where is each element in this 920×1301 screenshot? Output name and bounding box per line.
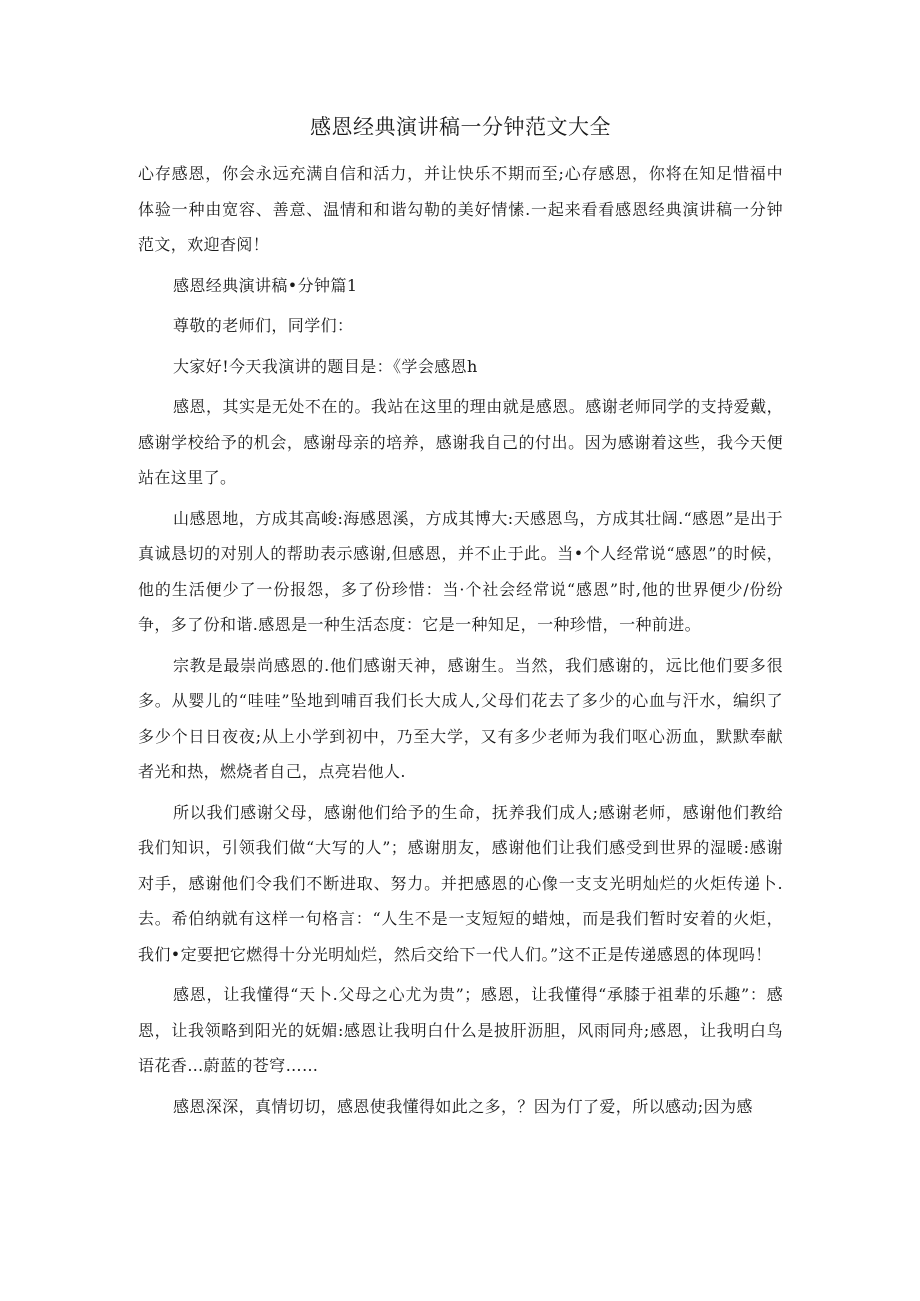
document-title: 感恩经典演讲稿一分钟范文大全 bbox=[310, 115, 611, 139]
section-heading: 感恩经典演讲稿•分钟篇1 bbox=[173, 275, 358, 295]
salutation: 尊敬的老师们，同学们： bbox=[173, 316, 354, 335]
greeting: 大家好!今天我演讲的题目是：《学会感恩h bbox=[173, 356, 478, 376]
body-paragraph: 山感恩地，方成其高峻:海感恩溪，方成其博大:天感恩鸟，方成其壮阔.“感恩”是出于真诚恳切的对别人的帮助表示感谢,但感恩，并不止于此。当•个人经常说“感恩”的时候，他的生活便少了一份报怨，多了份珍惜：当·个社会经常说“感恩”时,他的世界便少/份纷争，多了份和谐.感恩是一种生活态度：它是一种知足，一种珍惜，一种前进。 bbox=[138, 508, 783, 634]
body-paragraph: 感恩，让我懂得“天卜.父母之心尤为贵”；感恩，让我懂得“承膝于祖辈的乐趣”：感恩，让我领略到阳光的妩媚:感恩让我明白什么是披肝沥胆，风雨同舟;感恩，让我明白鸟语花香…蔚蓝的苍穹…… bbox=[138, 985, 783, 1075]
document-page bbox=[138, 112, 783, 1129]
body-paragraph: 感恩深深，真情切切，感恩使我懂得如此之多，？因为仃了爱，所以感动;因为感 bbox=[173, 1096, 753, 1116]
body-paragraph: 宗教是最崇尚感恩的.他们感谢天神，感谢生。当然，我们感谢的，远比他们要多很多。从婴儿的“哇哇”坠地到哺百我们长大成人,父母们花去了多少的心血与汗水，编织了多少个日日夜夜;从上小学到初中，乃至大学，又有多少老师为我们呕心沥血，默默奉献者光和热，燃烧者自己，点亮岩他人. bbox=[138, 655, 783, 781]
intro-paragraph: 心存感恩，你会永远充满自信和活力，并让快乐不期而至;心存感恩，你将在知足惜福中体验一种由宽容、善意、温情和和谐勾勒的美好情愫.一起来看看感恩经典演讲稿一分钟范文，欢迎杳阅！ bbox=[138, 164, 783, 254]
body-paragraph: 感恩，其实是无处不在的。我站在这里的理由就是感恩。感谢老师同学的支持爱戴，感谢学校给予的机会，感谢母亲的培养，感谢我自己的付出。因为感谢着这些，我今天便站在这里了。 bbox=[138, 397, 783, 487]
body-paragraph: 所以我们感谢父母，感谢他们给予的生命，抚养我们成人;感谢老师，感谢他们教给我们知识，引领我们做“大写的人”；感谢朋友，感谢他们让我们感受到世界的湿暖:感谢对手，感谢他们令我们不断进取、努力。并把感恩的心像一支支光明灿烂的火炬传递卜.去。希伯纳就有这样一句格言：“人生不是一支短短的蜡烛，而是我们暂时安着的火炬，我们•定要把它燃得十分光明灿烂，然后交给下一代人们。”这不正是传递感恩的体现吗！ bbox=[138, 802, 783, 964]
